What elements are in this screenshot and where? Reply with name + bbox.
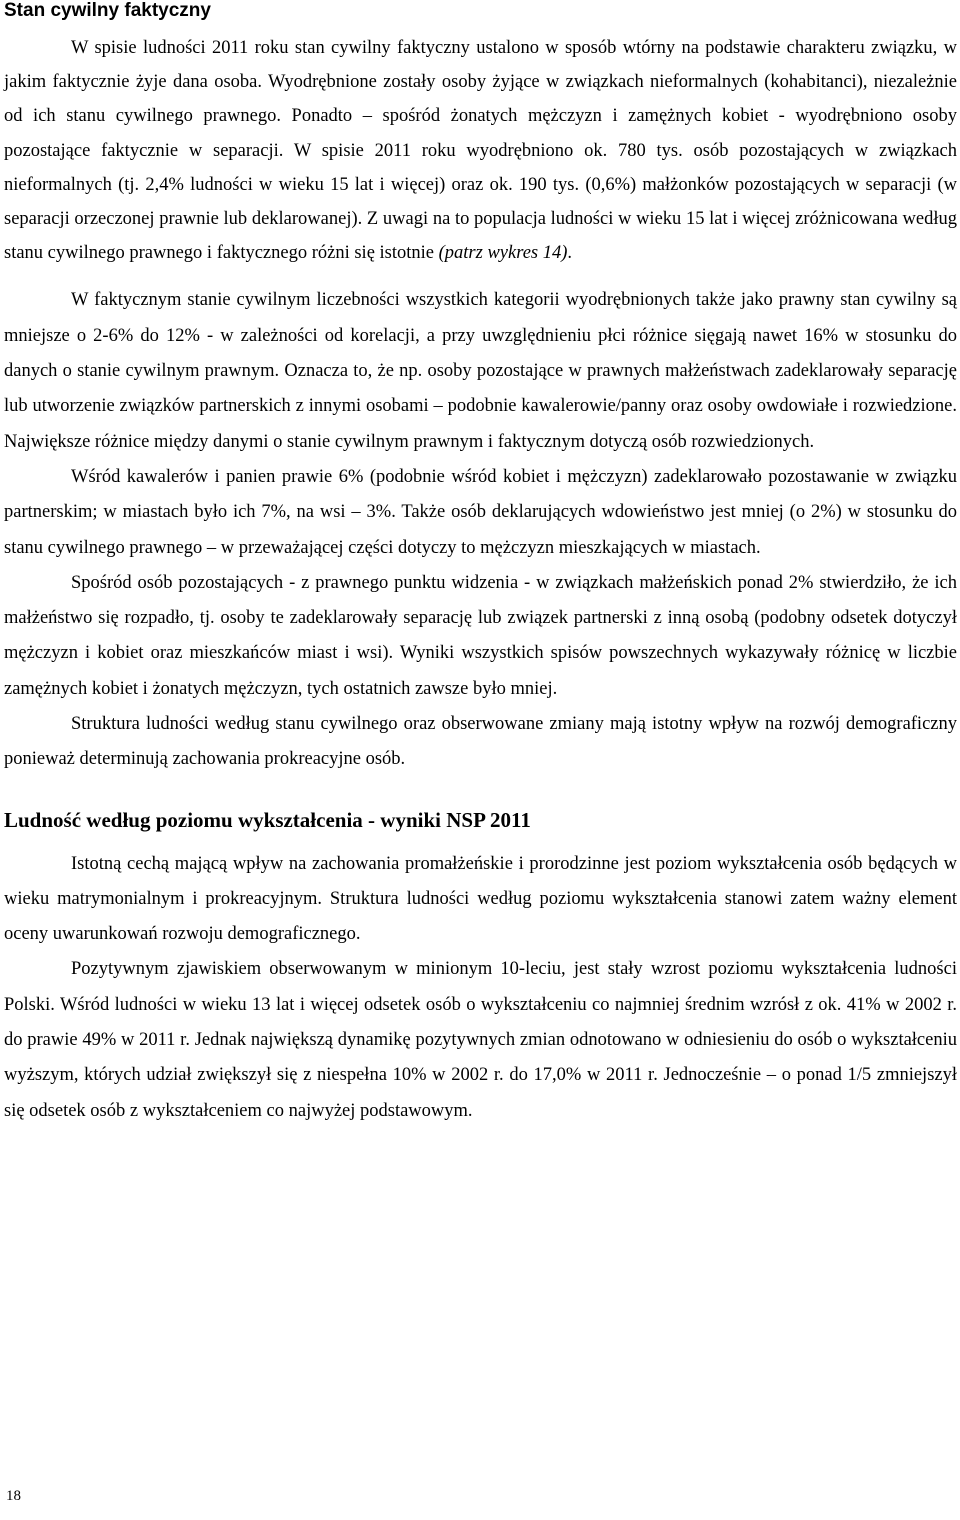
section-heading-education: Ludność według poziomu wykształcenia - wyniki NSP 2011 [4,807,531,832]
paragraph-factual-status: W faktycznym stanie cywilnym liczebności wszystkich kategorii wyodrębnionych także jako prawny stan cywilny są mniejsze o 2-6% do 12% - w zależności od korelacji, a przy uwzględnieniu płci różnice sięgają nawet 16% w stosunku do danych o stanie cywilnym prawnym. Oznacza to, że np. osoby pozostające w prawnych małżeństwach zadeklarowały separację lub utworzenie związków partnerskich z innymi osobami – podobnie kawalerowie/panny oraz osoby owdowiałe i rozwiedzione. Największe różnice między danymi o stanie cywilnym prawnym i faktycznym dotyczą osób rozwiedzionych. [4,290,957,452]
paragraph-marital-intro [4,31,957,270]
paragraph-married: Spośród osób pozostających - z prawnego punktu widzenia - w związkach małżeńskich ponad 2% stwierdziło, że ich małżeństwo się rozpadło, tj. osoby te zadeklarowały separację lub związek partnerski z inną osobą (podobny odsetek dotyczył mężczyzn i kobiet oraz mieszkańców miast i wsi). Wyniki wszystkich spisów powszechnych wykazywały różnicę w liczbie zamężnych kobiet i żonatych mężczyzn, tych ostatnich zawsze było mniej. [4,572,957,699]
document-page [4,0,957,1129]
paragraph-structure: Struktura ludności według stanu cywilnego oraz obserwowane zmiany mają istotny wpływ na rozwój demograficzny ponieważ determinują zachowania prokreacyjne osób. [4,713,957,770]
page-number: 18 [6,1488,21,1504]
paragraph-education-growth: Pozytywnym zjawiskiem obserwowanym w minionym 10-leciu, jest stały wzrost poziomu wykształcenia ludności Polski. Wśród ludności w wieku 13 lat i więcej odsetek osób o wykształceniu co najmniej średnim wzrósł z ok. 41% w 2002 r. do prawie 49% w 2011 r. Jednak największą dynamikę pozytywnych zmian odnotowano w odniesieniu do osób o wykształceniu wyższym, których udział zwiększył się z niespełna 10% w 2002 r. do 17,0% w 2011 r. Jednocześnie – o ponad 1/5 zmniejszył się odsetek osób z wykształceniem co najwyżej podstawowym. [4,959,957,1121]
paragraph-bachelors: Wśród kawalerów i panien prawie 6% (podobnie wśród kobiet i mężczyzn) zadeklarowało pozostawanie w związku partnerskim; w miastach było ich 7%, na wsi – 3%. Także osób deklarujących wdowieństwo jest mniej (o 2%) w stosunku do stanu cywilnego prawnego – w przeważającej części dotyczy to mężczyzn mieszkających w miastach. [4,466,957,558]
paragraph-education-intro: Istotną cechą mającą wpływ na zachowania promałżeńskie i prorodzinne jest poziom wykształcenia osób będących w wieku matrymonialnym i prokreacyjnym. Struktura ludności według poziomu wykształcenia stanowi zatem ważny element oceny uwarunkowań rozwoju demograficznego. [4,853,957,945]
section-heading-marital-status: Stan cywilny faktyczny [4,0,211,21]
paragraph-text: W spisie ludności 2011 roku stan cywilny faktyczny ustalono w sposób wtórny na podstawie charakteru związku, w jakim faktycznie żyje dana osoba. Wyodrębnione zostały osoby żyjące w związkach nieformalnych (kohabitanci), niezależnie od ich stanu cywilnego prawnego. Ponadto – spośród żonatych mężczyzn i zamężnych kobiet - wyodrębniono osoby pozostające faktycznie w separacji. W spisie 2011 roku wyodrębniono ok. 780 tys. osób pozostających w związkach nieformalnych (tj. 2,4% ludności w wieku 15 lat i więcej) oraz ok. 190 tys. (0,6%) małżonków pozostających w separacji (w separacji orzeczonej prawnie lub deklarowanej). Z uwagi na to populacja ludności w wieku 15 lat i więcej zróżnicowana według stanu cywilnego prawnego i faktycznego różni się istotnie [4,38,957,264]
figure-reference: (patrz wykres 14) [438,243,568,264]
paragraph-text-end: . [567,243,573,264]
